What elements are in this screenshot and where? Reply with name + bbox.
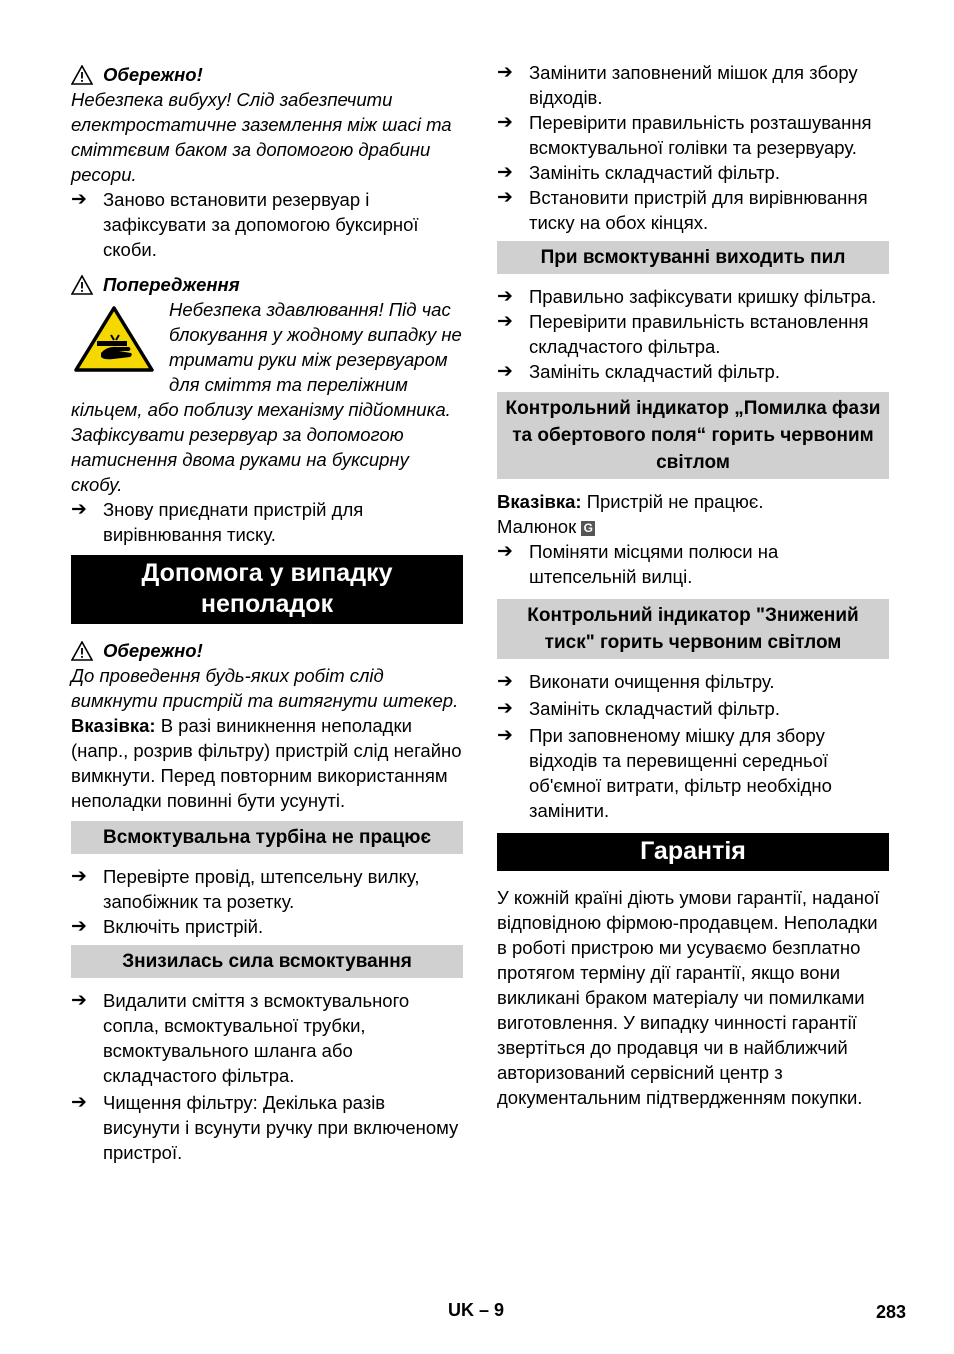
list-item: ➔ Виконати очищення фільтру.	[497, 671, 775, 692]
arrow-right-icon: ➔	[497, 62, 513, 83]
list-item: ➔ Включіть пристрій.	[71, 916, 264, 937]
list-item: ➔ Замініть складчастий фільтр.	[497, 162, 780, 183]
arrow-right-icon: ➔	[497, 112, 513, 133]
note-paragraph	[497, 489, 889, 514]
left-column	[71, 60, 463, 1165]
subheading-phase-indicator: Контрольний індикатор „Помилка фази та обертового поля“ горить червоним світлом	[497, 392, 889, 479]
arrow-right-icon: ➔	[497, 286, 513, 307]
step-list	[497, 284, 889, 384]
list-item: ➔ Чищення фільтру: Декілька разів висунути і всунути ручку при включеному пристрої.	[71, 1092, 459, 1163]
warning-text: Небезпека здавлювання! Під час блокування у жодному випадку не тримати руки між резервуаром для сміття та переліжним кільцем, або поблизу механізму підйомника. Зафіксувати резервуар за допомогою натиснення двома руками на буксирну скобу.	[71, 299, 462, 495]
list-item: ➔ Замінити заповнений мішок для збору відходів.	[497, 62, 858, 108]
crush-warning-block	[71, 297, 463, 497]
figure-reference: Малюнок G	[497, 514, 889, 539]
note-text: В разі виникнення неполадки (напр., розрив фільтру) пристрій слід негайно вимкнути. Перед повторним використанням неполадки повинні бути усунуті.	[71, 715, 462, 811]
arrow-right-icon: ➔	[497, 361, 513, 382]
subheading-turbine: Всмоктувальна турбіна не працює	[71, 821, 463, 854]
list-item: ➔ Перевірити правильність розташування всмоктувальної голівки та резервуару.	[497, 112, 872, 158]
step-list	[497, 60, 889, 235]
footer-language-code: UK – 9	[448, 1300, 505, 1320]
warning-triangle-icon	[71, 65, 93, 85]
step-list	[497, 669, 889, 823]
arrow-right-icon: ➔	[71, 916, 87, 937]
list-item: ➔ Правильно зафіксувати кришку фільтра.	[497, 286, 877, 307]
caution-title: Обережно!	[103, 640, 203, 661]
right-column	[497, 60, 889, 1110]
arrow-right-icon: ➔	[497, 162, 513, 183]
caution-text: До проведення будь-яких робіт слід вимкнути пристрій та витягнути штекер.	[71, 665, 459, 711]
arrow-right-icon: ➔	[497, 187, 513, 208]
caution-title: Обережно!	[103, 64, 203, 85]
list-item: ➔ Перевірте провід, штепсельну вилку, запобіжник та розетку.	[71, 866, 420, 912]
step-list	[71, 864, 463, 939]
arrow-right-icon: ➔	[71, 990, 87, 1011]
subheading-suction-power: Знизилась сила всмоктування	[71, 945, 463, 978]
list-item: ➔ Заново встановити резервуар і зафіксувати за допомогою буксирної скоби.	[71, 189, 419, 260]
arrow-right-icon: ➔	[71, 866, 87, 887]
caution-text: Небезпека вибуху! Слід забезпечити електростатичне заземлення між шасі та сміттєвим баком за допомогою драбини ресори.	[71, 89, 452, 185]
step-list	[71, 988, 463, 1165]
arrow-right-icon: ➔	[497, 725, 513, 746]
caution-heading-2	[71, 638, 463, 663]
list-item: ➔ Замініть складчастий фільтр.	[497, 361, 780, 382]
arrow-right-icon: ➔	[71, 499, 87, 520]
footer-page-number: 283	[876, 1302, 907, 1322]
step-list	[71, 187, 463, 262]
caution-heading-1	[71, 62, 463, 87]
arrow-right-icon: ➔	[497, 311, 513, 332]
arrow-right-icon: ➔	[497, 541, 513, 562]
step-list	[71, 497, 463, 547]
warranty-text: У кожній країні діють умови гарантії, наданої відповідною фірмою-продавцем. Неполадки в роботі пристрою ми усуваємо безплатно протягом терміну дії гарантії, якщо вони викликані браком матеріалу чи помилками виготовлення. У випадку чинності гарантії звертіться до продавця чи в найближчий авторизований сервісний центр з документальним підтвердженням покупки.	[497, 887, 880, 1108]
list-item: ➔ Замініть складчастий фільтр.	[497, 698, 780, 719]
note-text: Пристрій не працює.	[581, 491, 764, 512]
list-item: ➔ Видалити сміття з всмоктувального сопла, всмоктувальної трубки, всмоктувального шланга або складчастого фільтра.	[71, 990, 410, 1086]
note-paragraph	[71, 713, 463, 813]
list-item: ➔ Перевірити правильність встановлення складчастого фільтра.	[497, 311, 869, 357]
arrow-right-icon: ➔	[497, 698, 513, 719]
warning-title: Попередження	[103, 274, 240, 295]
list-item: ➔ Поміняти місцями полюси на штепсельній вилці.	[497, 541, 779, 587]
section-heading-warranty: Гарантія	[497, 833, 889, 871]
arrow-right-icon: ➔	[71, 1092, 87, 1113]
arrow-right-icon: ➔	[497, 671, 513, 692]
figure-letter-badge: G	[581, 521, 595, 536]
subheading-low-pressure-indicator: Контрольний індикатор "Знижений тиск" горить червоним світлом	[497, 599, 889, 659]
subheading-dust: При всмоктуванні виходить пил	[497, 241, 889, 274]
step-list	[497, 539, 889, 589]
note-label: Вказівка:	[497, 491, 582, 512]
list-item: ➔ Встановити пристрій для вирівнювання тиску на обох кінцях.	[497, 187, 868, 233]
warning-triangle-icon	[71, 275, 93, 295]
arrow-right-icon: ➔	[71, 189, 87, 210]
warning-triangle-icon	[71, 641, 93, 661]
list-item: ➔ При заповненому мішку для збору відходів та перевищенні середньої об'ємної витрати, фільтр необхідно замінити.	[497, 725, 832, 821]
hand-crush-hazard-icon	[73, 305, 155, 373]
note-label: Вказівка:	[71, 715, 156, 736]
list-item: ➔ Знову приєднати пристрій для вирівнювання тиску.	[71, 499, 364, 545]
section-heading-troubleshooting: Допомога у випадку неполадок	[71, 555, 463, 624]
warning-heading	[71, 272, 463, 297]
